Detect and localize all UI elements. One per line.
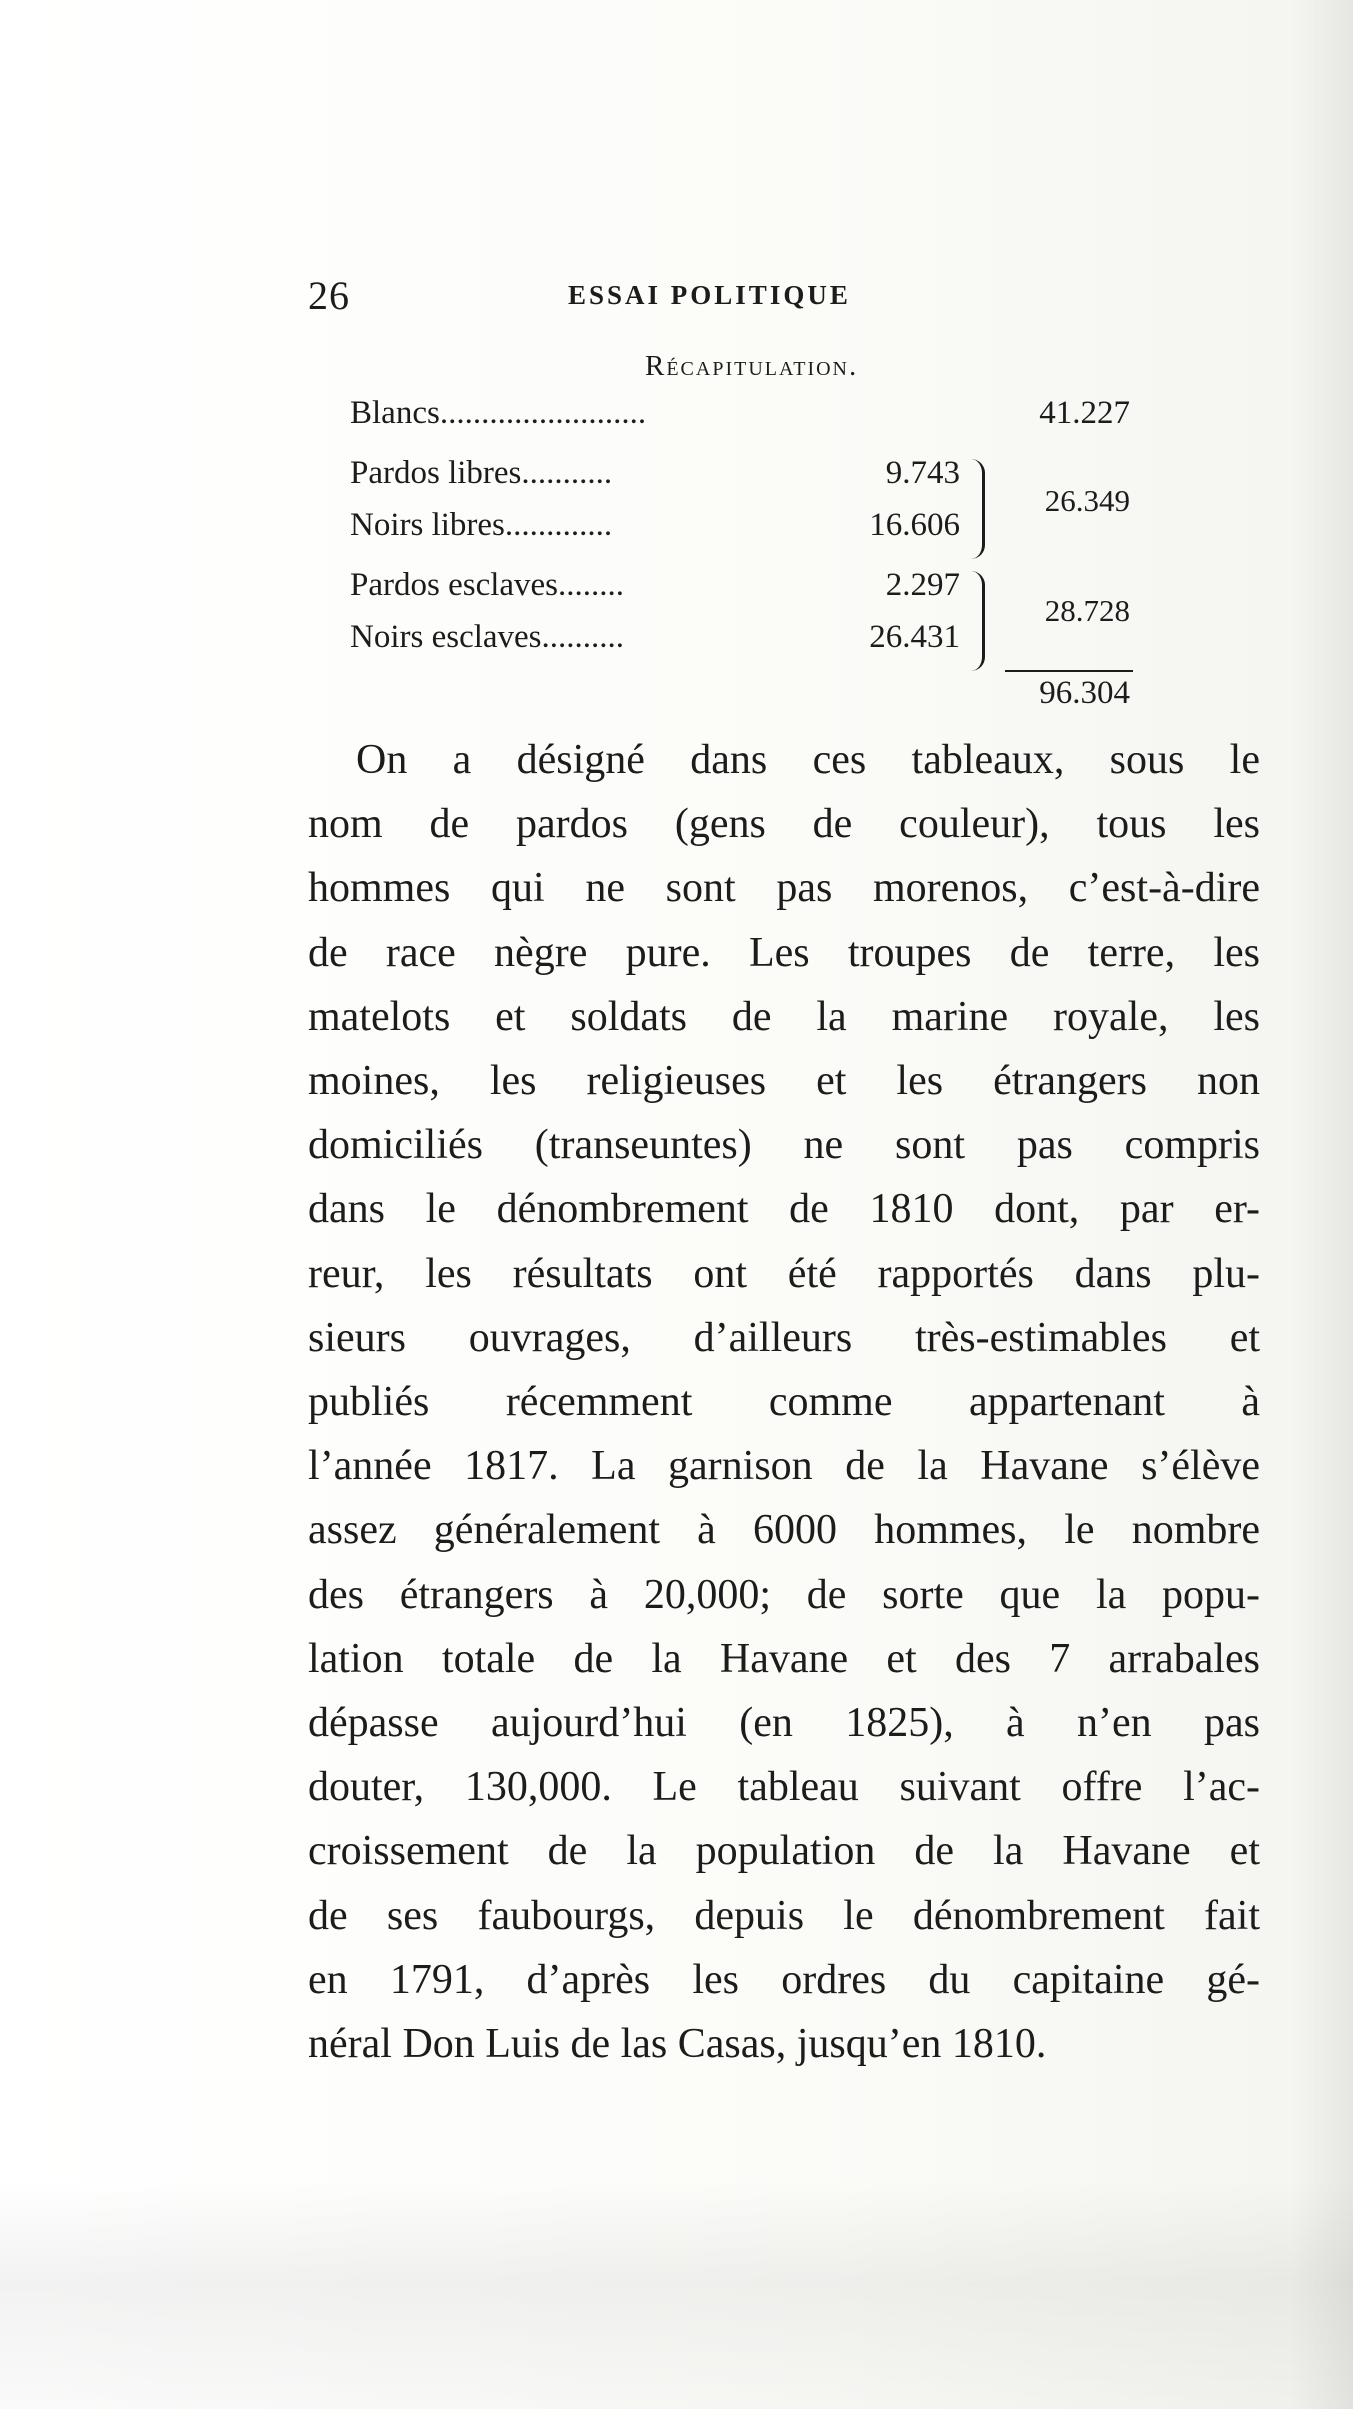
recap-row	[350, 395, 1180, 447]
recap-row-label: Pardos libres...........	[350, 455, 613, 491]
text-line: nom de pardos (gens de couleur), tous les	[308, 801, 1260, 848]
text-line: dépasse aujourd’hui (en 1825), à n’en pas	[308, 1700, 1260, 1747]
text-line: On a désigné dans ces tableaux, sous le	[356, 737, 1260, 783]
recap-row-part: 2.297	[885, 567, 960, 603]
recap-row-label: Noirs esclaves..........	[350, 619, 625, 655]
text-line: publiés récemment comme appartenant à	[308, 1379, 1260, 1426]
sum-line	[1005, 670, 1133, 672]
text-line: néral Don Luis de las Casas, jusqu’en 1810.	[308, 2021, 1047, 2068]
text-line: dans le dénombrement de 1810 dont, par er-	[308, 1186, 1260, 1233]
text-line: moines, les religieuses et les étrangers non	[308, 1058, 1260, 1105]
text-line: des étrangers à 20,000; de sorte que la popu-	[308, 1571, 1260, 1618]
brace-free	[968, 459, 985, 559]
text-line: matelots et soldats de la marine royale, les	[308, 993, 1260, 1040]
text-line: de race nègre pure. Les troupes de terre, les	[308, 929, 1260, 976]
recap-row-label: Noirs libres.............	[350, 507, 613, 543]
page-bottom-shadow	[0, 2180, 1353, 2409]
text-line: lation totale de la Havane et des 7 arrabales	[308, 1635, 1260, 1682]
page-edge-shadow	[1290, 0, 1353, 2409]
recap-row-part: 26.431	[869, 619, 960, 655]
text-line: de ses faubourgs, depuis le dénombrement fait	[308, 1892, 1260, 1939]
text-line: reur, les résultats ont été rapportés dans plu-	[308, 1250, 1260, 1297]
text-line: l’année 1817. La garnison de la Havane s’élève	[308, 1443, 1260, 1490]
recap-row-part: 9.743	[885, 455, 960, 491]
text-line: croissement de la population de la Havane et	[308, 1828, 1260, 1875]
recap-row-label: Pardos esclaves........	[350, 567, 625, 603]
page-header	[308, 272, 922, 332]
recap-row-part: 16.606	[869, 507, 960, 543]
recap-row-label: Blancs.........................	[350, 395, 647, 431]
text-line: sieurs ouvrages, d’ailleurs très-estimables et	[308, 1314, 1260, 1361]
text-line: hommes qui ne sont pas morenos, c’est-à-dire	[308, 865, 1260, 912]
group-total-slaves: 28.728	[1044, 593, 1130, 628]
group-total-free: 26.349	[1044, 483, 1130, 518]
recap-title: Récapitulation.	[645, 350, 859, 382]
text-line: domiciliés (transeuntes) ne sont pas compris	[308, 1122, 1260, 1169]
grand-total: 96.304	[1039, 675, 1130, 711]
body-paragraph	[308, 728, 1260, 2076]
page-number: 26	[308, 273, 350, 318]
text-line: assez généralement à 6000 hommes, le nombre	[308, 1507, 1260, 1554]
text-line: douter, 130,000. Le tableau suivant offre l’ac-	[308, 1764, 1260, 1811]
running-title: ESSAI POLITIQUE	[568, 280, 851, 310]
brace-slaves	[968, 571, 985, 671]
recap-row-total: 41.227	[1039, 395, 1130, 431]
text-line: en 1791, d’après les ordres du capitaine gé-	[308, 1956, 1260, 2003]
